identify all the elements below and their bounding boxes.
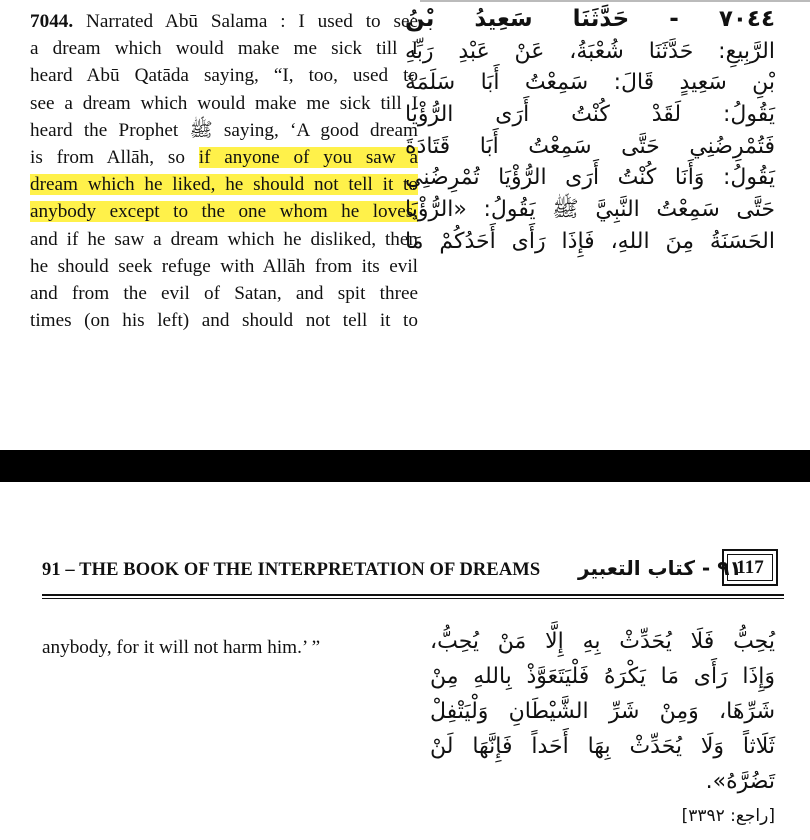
arabic-line: ٧٠٤٤ - حَدَّثَنَا سَعِيدُ بْنُ	[405, 6, 775, 32]
english-line	[30, 171, 418, 198]
arabic-line: الرَّبِيعِ: حَدَّثَنَا شُعْبَةُ، عَنْ عَبْدِ رَبِّهِ	[405, 38, 775, 64]
page-divider-bar	[0, 450, 810, 482]
arabic-line: ثَلَاثاً وَلَا يُحَدِّثْ بِهَا أَحَداً فَإِنَّهَا لَنْ	[430, 734, 775, 759]
english-line: times (on his left) and should not tell it to	[30, 310, 418, 332]
page-edge	[420, 0, 810, 2]
arabic-line: يَقُولُ: لَقَدْ كُنْتُ أَرَى الرُّؤْيَا	[405, 102, 775, 128]
running-header	[0, 482, 810, 602]
arabic-line: تَضُرَّهُ».	[705, 769, 775, 794]
english-translation-top	[30, 8, 418, 334]
english-line: heard Abū Qatāda saying, “I, too, used to	[30, 65, 418, 87]
english-line: 7044. Narrated Abū Salama : I used to see	[30, 11, 418, 32]
arabic-line: حَتَّى سَمِعْتُ النَّبِيَّ ﷺ يَقُولُ: «الرُّؤْيَا	[405, 197, 775, 223]
english-line: he should seek refuge with Allāh from its evil	[30, 255, 418, 277]
arabic-line: يَقُولُ: وَأَنَا كُنْتُ أَرَى الرُّؤْيَا تُمْرِضُنِي	[405, 165, 775, 191]
arabic-text-bottom	[430, 624, 775, 834]
highlighted-text: anybody except to the one whom he loves,	[30, 201, 418, 223]
arabic-line: وَإِذَا رَأَى مَا يَكْرَهُ فَلْيَتَعَوَّذْ بِاللهِ مِنْ	[430, 664, 775, 689]
arabic-line: يُحِبُّ فَلَا يُحَدِّثْ بِهِ إِلَّا مَنْ يُحِبُّ،	[430, 629, 775, 654]
arabic-line: الحَسَنَةُ مِنَ اللهِ، فَإِذَا رَأَى أَحَدُكُمْ مَا	[405, 228, 775, 254]
english-translation-bottom: anybody, for it will not harm him.’ ”	[42, 637, 321, 658]
highlighted-text: dream which he liked, he should not tell it to	[30, 174, 418, 196]
arabic-line: بْنِ سَعِيدٍ قَالَ: سَمِعْتُ أَبَا سَلَمَةَ	[405, 70, 775, 96]
cross-reference: [راجع: ٣٣٩٢]	[681, 806, 775, 826]
header-rule	[42, 594, 784, 596]
header-rule-thin	[42, 598, 784, 599]
english-line: and from the evil of Satan, and spit three	[30, 282, 418, 304]
english-line: a dream which would make me sick till I	[30, 38, 418, 60]
arabic-line: فَتُمْرِضُنِي حَتَّى سَمِعْتُ أَبَا قَتَادَةَ	[405, 133, 775, 159]
english-line: is from Allāh, so if anyone of you saw a	[30, 146, 418, 168]
bottom-page-fragment	[0, 482, 810, 840]
english-line: heard the Prophet ﷺ saying, ‘A good dream	[30, 119, 418, 141]
page-number-box	[722, 549, 778, 586]
english-line: see a dream which would make me sick till I	[30, 92, 418, 114]
english-line: and if he saw a dream which he disliked, then	[30, 228, 418, 250]
book-title-arabic: ٩١ - كتاب التعبير	[578, 556, 742, 580]
hadith-number: 7044.	[30, 11, 74, 32]
page-number: 117	[727, 554, 773, 581]
english-line	[30, 198, 418, 225]
arabic-text-top	[405, 4, 775, 258]
book-title-english: 91 – THE BOOK OF THE INTERPRETATION OF DREAMS	[42, 560, 541, 580]
arabic-line: شَرِّهَا، وَمِنْ شَرِّ الشَّيْطَانِ وَلْيَتْفِلْ	[430, 699, 775, 724]
highlighted-text: if anyone of you saw a	[198, 146, 418, 168]
